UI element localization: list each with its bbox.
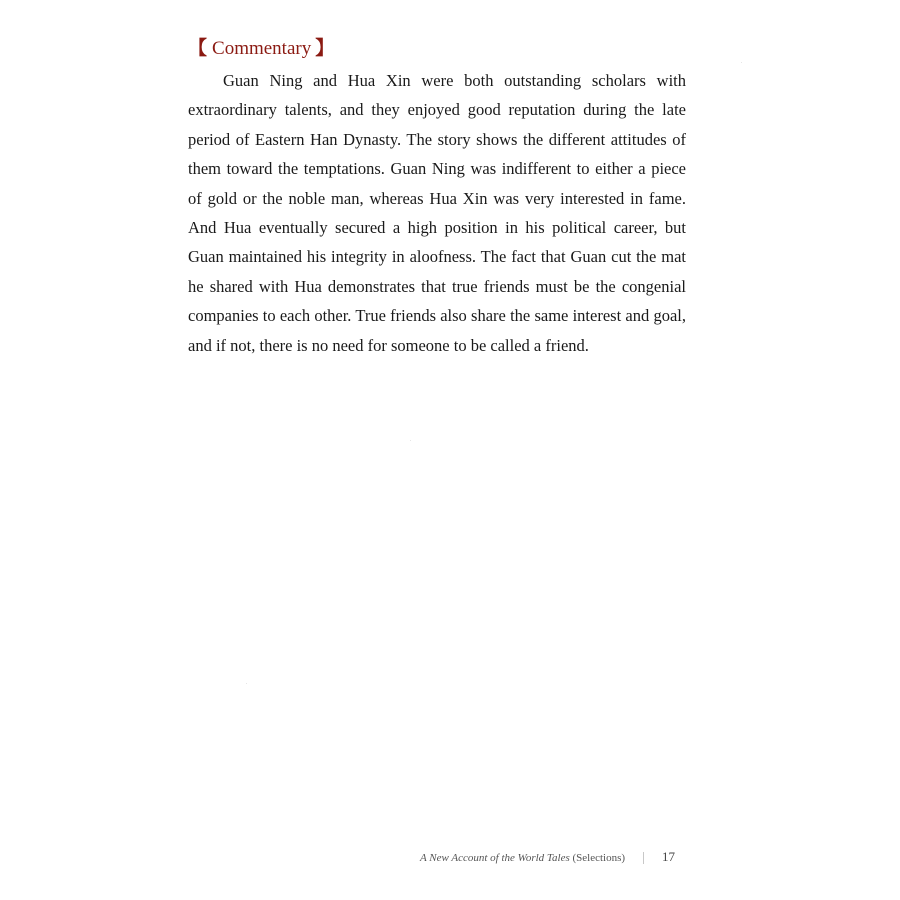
paragraph-line: he shared with Hua demonstrates that true friends must be the congenial — [188, 276, 686, 296]
paragraph-line: extraordinary talents, and they enjoyed good reputation during the late — [188, 100, 686, 120]
commentary-heading — [188, 36, 334, 62]
page-footer — [420, 849, 690, 866]
footer-subtitle: (Selections) — [572, 852, 626, 864]
paragraph-line: and if not, there is no need for someone to be called a friend. — [188, 335, 589, 355]
heading-bracket-left: 【 — [188, 38, 208, 59]
footer-divider — [643, 852, 644, 864]
paragraph-line: them toward the temptations. Guan Ning was indifferent to either a piece — [188, 159, 686, 179]
paragraph-line: And Hua eventually secured a high position in his political career, but — [188, 217, 686, 237]
commentary-paragraph — [188, 66, 686, 360]
paper-speck — [246, 683, 247, 684]
paper-speck — [410, 440, 411, 441]
paper-speck — [741, 62, 742, 63]
heading-title: Commentary — [212, 38, 312, 59]
page-number: 17 — [662, 849, 676, 864]
paragraph-line: of gold or the noble man, whereas Hua Xin was very interested in fame. — [188, 188, 686, 208]
paragraph-line: Guan Ning and Hua Xin were both outstanding scholars with — [223, 71, 686, 90]
footer-book-title: A New Account of the World Tales — [420, 852, 570, 864]
paragraph-line: period of Eastern Han Dynasty. The story shows the different attitudes of — [188, 129, 686, 149]
heading-bracket-right: 】 — [315, 38, 335, 59]
paragraph-line: companies to each other. True friends also share the same interest and goal, — [188, 306, 686, 326]
paragraph-line: Guan maintained his integrity in aloofness. The fact that Guan cut the mat — [188, 247, 686, 267]
